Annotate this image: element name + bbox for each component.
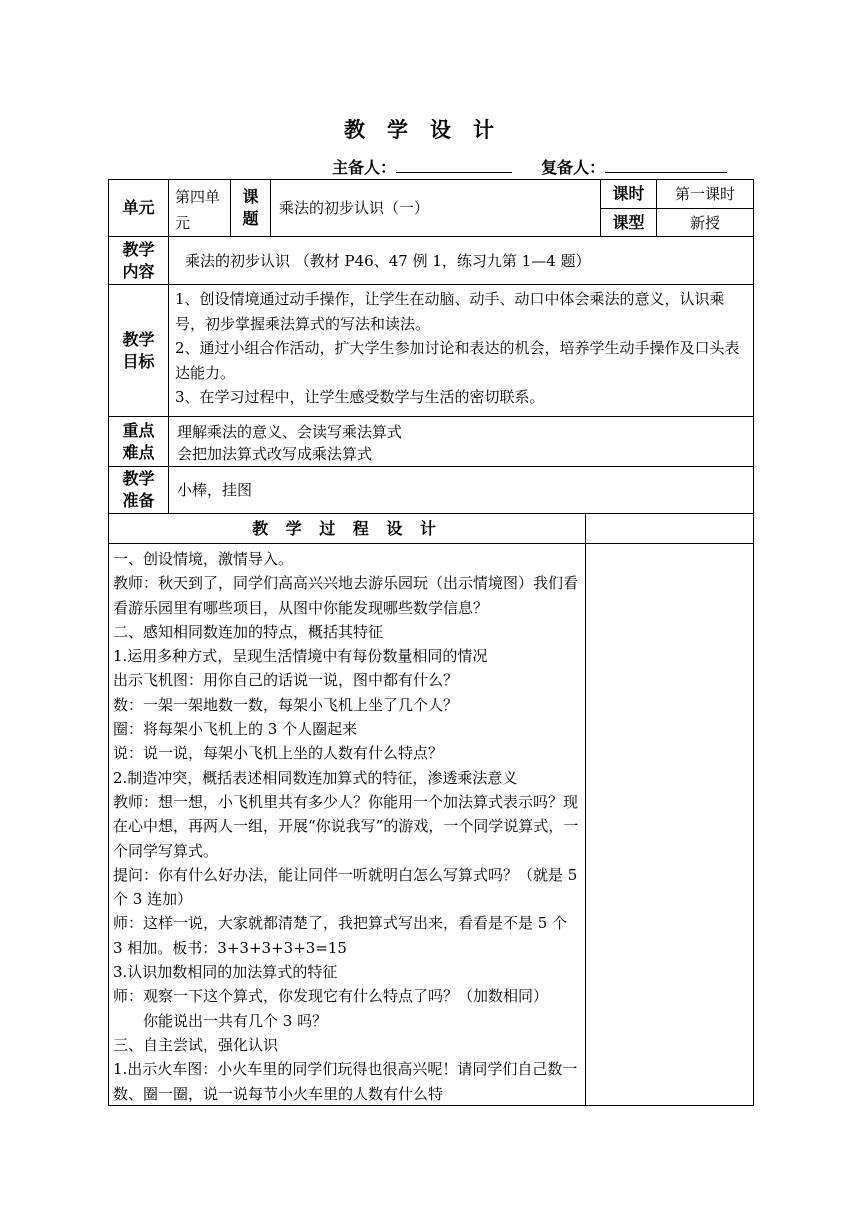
goal-item: 2、通过小组合作活动，扩大学生参加讨论和表达的机会，培养学生动手操作及口头表达能力。 (175, 339, 740, 382)
key-item: 会把加法算式改写成乘法算式 (177, 445, 373, 463)
goal-item: 3、在学习过程中，让学生感受数学与生活的密切联系。 (175, 388, 545, 406)
host-label: 主备人： (332, 158, 397, 177)
process-line: 二、感知相同数连加的特点，概括其特征 (113, 622, 384, 641)
host-blank (396, 158, 512, 173)
process-line: 提问：你有什么好办法，能让同伴一听就明白怎么写算式吗？（就是 5 个 3 连加） (113, 865, 578, 909)
key-list (168, 416, 754, 467)
process-line: 三、自主尝试，强化认识 (113, 1035, 279, 1054)
period-value: 第一课时 (656, 179, 754, 209)
backup-blank (605, 158, 727, 173)
process-line: 一、创设情境，激情导入。 (113, 550, 294, 568)
goal-item: 1、创设情境通过动手操作，让学生在动脑、动手、动口中体会乘法的意义，认识乘号，初步掌握乘法算式的写法和读法。 (175, 290, 725, 333)
type-label: 课型 (600, 208, 657, 237)
unit-label: 单元 (108, 179, 169, 237)
process-line: 1.运用多种方式，呈现生活情境中有每份数量相同的情况 (113, 647, 488, 666)
process-line: 教师：想一想，小飞机里共有多少人？你能用一个加法算式表示吗？现在心中想，再两人一组，开展“你说我写”的游戏，一个同学说算式，一个同学写算式。 (113, 792, 579, 860)
type-value: 新授 (656, 208, 754, 237)
process-line: 师：这样一说，大家就都清楚了，我把算式写出来，看看是不是 5 个 3 相加。板书：3+3+3+3+3=15 (113, 914, 568, 957)
prep-label: 教学准备 (108, 466, 169, 514)
page-title: 教学设计 (344, 118, 516, 142)
process-body (108, 543, 586, 1106)
process-line: 2.制造冲突，概括表述相同数连加算式的特征，渗透乘法意义 (113, 768, 518, 787)
process-line: 1.出示火车图：小火车里的同学们玩得也很高兴呢！请同学们自己数一数、圈一圈，说一说每节小火车里的人数有什么特 (113, 1060, 578, 1103)
goal-list (168, 284, 754, 417)
process-line: 数：一架一架地数一数，每架小飞机上坐了几个人？ (113, 695, 459, 714)
topic-value: 乘法的初步认识（一） (270, 179, 601, 237)
backup-label: 复备人： (541, 158, 606, 177)
prep-value: 小棒，挂图 (168, 466, 754, 514)
process-line: 说：说一说，每架小飞机上坐的人数有什么特点？ (113, 744, 444, 763)
key-item: 理解乘法的意义、会读写乘法算式 (177, 423, 403, 441)
process-line: 你能说出一共有几个 3 吗？ (143, 1011, 328, 1030)
key-label: 重点难点 (108, 416, 169, 467)
process-line: 教师：秋天到了，同学们高高兴兴地去游乐园玩（出示情境图）我们看看游乐园里有哪些项目，从图中你能发现哪些数学信息？ (113, 574, 579, 617)
process-line: 出示飞机图：用你自己的话说一说，图中都有什么？ (113, 671, 459, 690)
unit-value: 第四单元 (168, 179, 231, 237)
process-title: 教 学 过 程 设 计 (108, 513, 586, 544)
process-line: 师：观察一下这个算式，你发现它有什么特点了吗？（加数相同） (113, 987, 549, 1006)
content-label: 教学内容 (108, 236, 169, 285)
process-line: 3.认识加数相同的加法算式的特征 (113, 963, 338, 982)
process-line: 圈：将每架小飞机上的 3 个人圈起来 (113, 720, 358, 739)
process-notes (585, 543, 754, 1106)
preparer-line (332, 155, 727, 178)
process-notes-header (585, 513, 754, 544)
period-label: 课时 (600, 179, 657, 209)
goal-label: 教学目标 (108, 284, 169, 417)
content-value: 乘法的初步认识 （教材 P46、47 例 1，练习九第 1—4 题） (168, 236, 754, 285)
topic-label: 课题 (230, 179, 271, 237)
